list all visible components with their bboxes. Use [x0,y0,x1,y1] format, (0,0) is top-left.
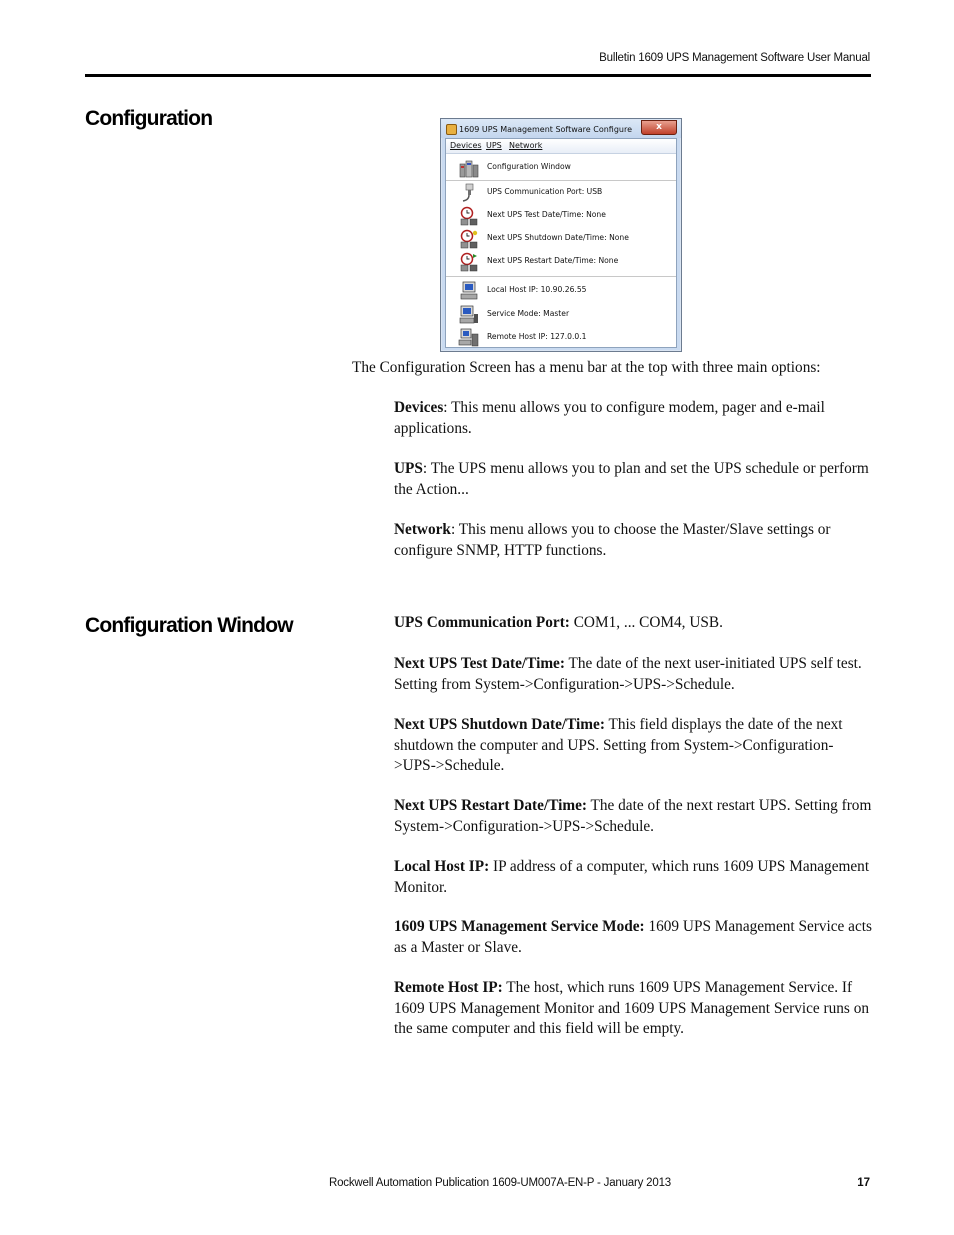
term: Network [394,521,451,538]
field-remote-host-ip [394,978,872,1040]
row-label: Next UPS Shutdown Date/Time: None [487,233,629,242]
row-next-ups-test[interactable] [446,204,676,227]
row-next-ups-restart[interactable] [446,250,676,273]
term: Remote Host IP: [394,979,503,996]
network-description [394,520,872,561]
row-label: UPS Communication Port: USB [487,187,603,196]
close-button[interactable]: x [641,120,677,135]
app-icon [446,124,457,135]
row-label: Service Mode: Master [487,309,570,318]
row-remote-host-ip[interactable] [446,326,676,349]
row-label: Next UPS Test Date/Time: None [487,210,606,219]
menu-devices[interactable]: Devices [450,141,482,150]
dialog-title: 1609 UPS Management Software Configure [459,125,633,134]
remote-host-computer-icon [458,328,480,348]
row-label: Local Host IP: 10.90.26.55 [487,285,587,294]
term: UPS [394,460,423,477]
service-mode-computer-icon [458,305,480,325]
description: IP address of a computer, which runs 1609 UPS Management Monitor. [394,858,870,896]
heading-configuration: Configuration [85,107,213,130]
restart-clock-icon [458,252,480,272]
row-local-host-ip[interactable] [446,279,676,302]
description: 1609 UPS Management Service acts as a Master or Slave. [394,918,872,956]
field-ups-communication-port [394,613,872,634]
row-service-mode[interactable] [446,303,676,326]
menu-bar [446,139,676,154]
term: UPS Communication Port: [394,614,570,631]
row-next-ups-shutdown[interactable] [446,227,676,250]
term: Local Host IP: [394,858,490,875]
description: : This menu allows you to choose the Master/Slave settings or configure SNMP, HTTP functions. [394,521,831,559]
intro-paragraph: The Configuration Screen has a menu bar at the top with three main options: [352,359,821,376]
row-label: Next UPS Restart Date/Time: None [487,256,619,265]
page-number: 17 [857,1177,870,1189]
ups-description [394,459,872,500]
description: : The UPS menu allows you to plan and set the UPS schedule or perform the Action... [394,460,869,498]
row-label: Remote Host IP: 127.0.0.1 [487,332,587,341]
description: This field displays the date of the next shutdown the computer and UPS. Setting from System->Configuration->UPS->Schedule. [394,716,843,774]
description: : This menu allows you to configure modem, pager and e-mail applications. [394,399,825,437]
term: 1609 UPS Management Service Mode: [394,918,645,935]
term: Next UPS Restart Date/Time: [394,797,587,814]
row-ups-communication-port[interactable] [446,181,676,204]
term: Next UPS Test Date/Time: [394,655,565,672]
configure-dialog-screenshot [440,118,682,352]
field-next-ups-test [394,654,872,695]
row-label: Configuration Window [487,162,571,171]
devices-description [394,398,872,439]
configuration-window-icon [458,158,480,178]
field-local-host-ip [394,857,872,898]
description: The date of the next restart UPS. Setting from System->Configuration->UPS->Schedule. [394,797,872,835]
menu-network[interactable]: Network [509,141,543,150]
description: The host, which runs 1609 UPS Management Service. If 1609 UPS Management Monitor and 1609 UPS Management Service runs on the same computer and this field will be empty. [394,979,869,1037]
running-header: Bulletin 1609 UPS Management Software User Manual [599,52,870,64]
dialog-titlebar [441,119,681,138]
separator [446,276,676,277]
heading-configuration-window: Configuration Window [85,614,293,637]
field-next-ups-shutdown [394,715,872,777]
row-configuration-window[interactable] [446,156,676,179]
description: The date of the next user-initiated UPS self test. Setting from System->Configuration->UPS->Schedule. [394,655,862,693]
header-rule [85,74,871,77]
shutdown-clock-icon [458,229,480,249]
description: COM1, ... COM4, USB. [569,614,723,631]
field-service-mode [394,917,872,958]
dialog-content [445,138,677,348]
usb-port-icon [458,183,480,203]
footer-publication: Rockwell Automation Publication 1609-UM007A-EN-P - January 2013 [329,1177,671,1189]
menu-ups[interactable]: UPS [486,141,502,150]
term: Next UPS Shutdown Date/Time: [394,716,605,733]
test-clock-icon [458,206,480,226]
term: Devices [394,399,444,416]
field-next-ups-restart [394,796,872,837]
local-host-computer-icon [458,281,480,301]
